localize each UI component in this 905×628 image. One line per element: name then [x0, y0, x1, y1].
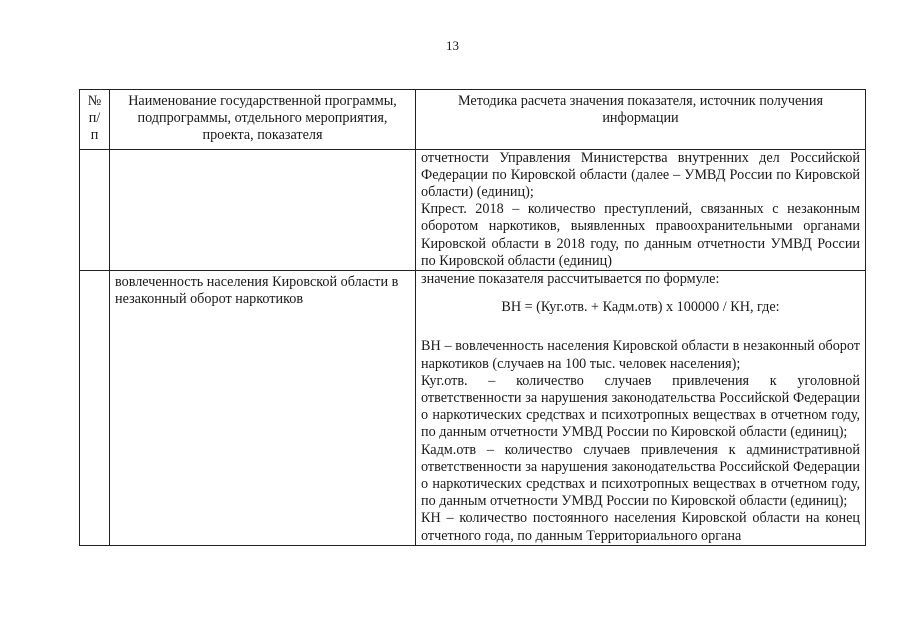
row1-method-para: Кпрест. 2018 – количество преступлений, связанных с незаконным оборотом наркотиков, выявленных правоохранительными органами Кировской области в 2018 году, по данным отчетности УМВД России по Кировской области (единиц): [421, 201, 860, 269]
row2-num: [80, 271, 110, 546]
table-row: [80, 149, 866, 270]
row2-method: [416, 271, 866, 546]
header-method: Методика расчета значения показателя, источник получения информации: [416, 90, 866, 150]
header-num: № п/п: [80, 90, 110, 150]
table-header-row: [80, 90, 866, 150]
row1-method: [416, 149, 866, 270]
header-name: Наименование государственной программы, подпрограммы, отдельного мероприятия, проекта, показателя: [110, 90, 416, 150]
definition-item: Куг.отв. – количество случаев привлечения к уголовной ответственности за нарушения законодательства Российской Федерации о наркотических средствах и психотропных веществах в отчетном году, по данным отчетности УМВД России по Кировской области (единиц);: [421, 372, 860, 441]
indicator-name: вовлеченность населения Кировской области в незаконный оборот наркотиков: [115, 274, 399, 308]
definition-item: Кадм.отв – количество случаев привлечения к административной ответственности за нарушения законодательства Российской Федерации о наркотических средствах и психотропных веществах в отчетном году, по данным отчетности УМВД России по Кировской области (единиц);: [421, 441, 860, 510]
table-row: [80, 271, 866, 546]
page-number: 13: [446, 38, 459, 53]
row1-name: [110, 149, 416, 270]
row1-method-para: отчетности Управления Министерства внутренних дел Российской Федерации по Кировской области (далее – УМВД России по Кировской области) (единиц);: [421, 149, 860, 201]
formula-intro: значение показателя рассчитывается по формуле:: [421, 271, 720, 288]
definition-item: КН – количество постоянного населения Кировской области на конец отчетного года, по данным Территориального органа: [421, 510, 860, 544]
definition-item: ВН – вовлеченность населения Кировской области в незаконный оборот наркотиков (случаев на 100 тыс. человек населения);: [421, 338, 860, 372]
formula: ВН = (Куг.отв. + Кадм.отв) х 100000 / КН, где:: [501, 299, 780, 316]
row1-num: [80, 149, 110, 270]
row2-name: [110, 271, 416, 546]
indicator-table: [79, 89, 866, 546]
